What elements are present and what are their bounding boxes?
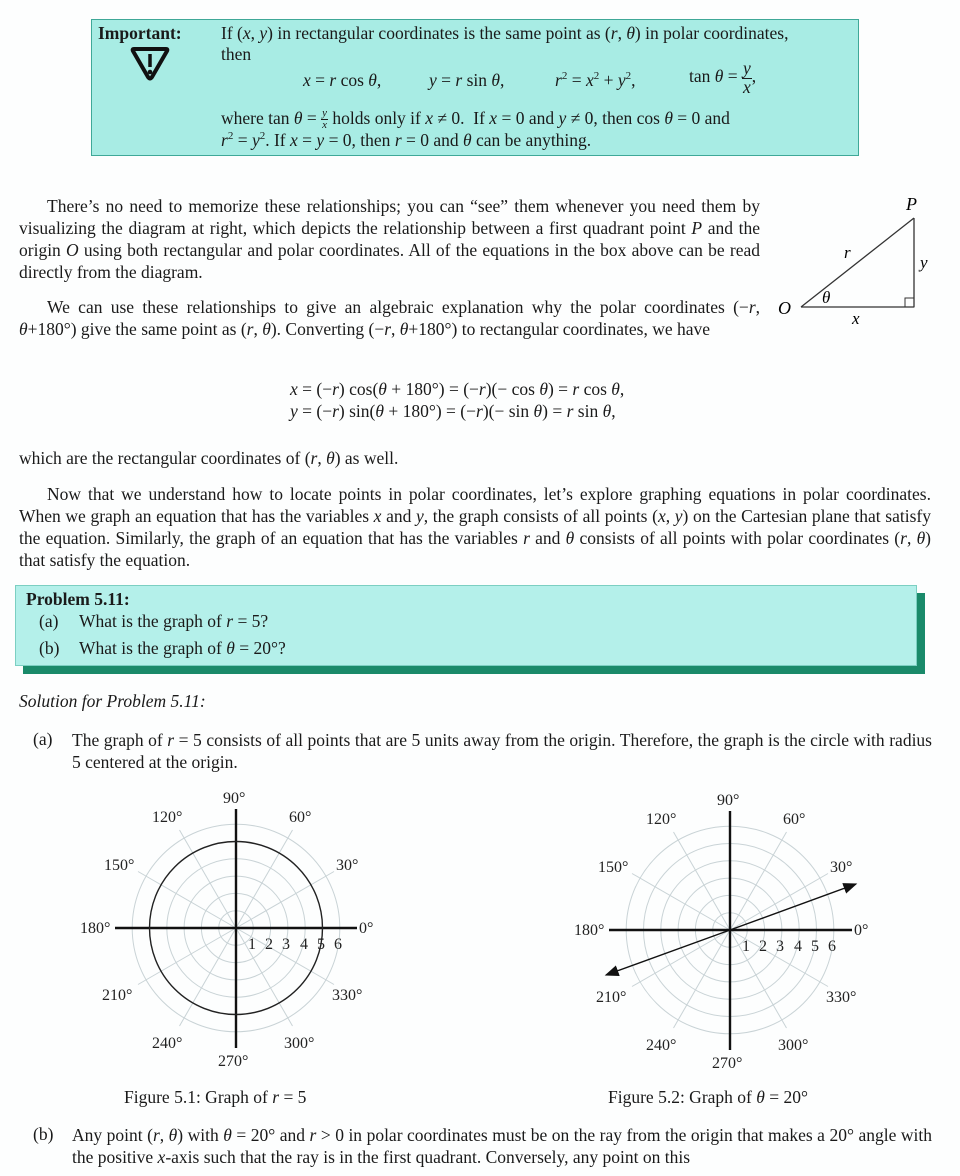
- equation-y: y = r sin θ,: [429, 70, 505, 90]
- label-y: y: [920, 253, 928, 272]
- important-where-line: where tan θ = $\frac{y}{x}$ holds only if x ≠ 0. If x = 0 and y ≠ 0, then cos θ = 0 and: [221, 107, 730, 132]
- label-O: O: [778, 298, 791, 318]
- svg-text:6: 6: [828, 938, 836, 955]
- svg-text:240°: 240°: [152, 1035, 183, 1052]
- svg-text:1: 1: [742, 938, 750, 955]
- svg-text:3: 3: [776, 938, 784, 955]
- svg-text:300°: 300°: [284, 1035, 315, 1052]
- solution-part-b-label: (b): [33, 1124, 54, 1144]
- svg-text:90°: 90°: [223, 790, 246, 807]
- important-line2: then: [221, 44, 252, 64]
- label-theta: θ: [822, 288, 831, 307]
- svg-text:4: 4: [300, 936, 308, 953]
- equation-x: x = r cos θ,: [303, 70, 382, 90]
- svg-text:4: 4: [794, 938, 802, 955]
- svg-text:30°: 30°: [830, 859, 853, 876]
- svg-text:2: 2: [265, 936, 273, 953]
- svg-text:210°: 210°: [102, 987, 133, 1004]
- important-label: Important:: [98, 23, 182, 43]
- polar-graph-theta20: [554, 780, 894, 1080]
- svg-text:5: 5: [811, 938, 819, 955]
- problem-item-a: (a) What is the graph of r = 5?: [39, 611, 269, 631]
- solution-part-a-label: (a): [33, 729, 53, 749]
- svg-text:150°: 150°: [598, 859, 629, 876]
- paragraph-graphing: Now that we understand how to locate points in polar coordinates, let’s explore graphing equations in polar coordinates. When we graph an equation that has the variables x and y, the graph consists of all points (x, y) on the Cartesian plane that satisfy the equation. Similarly, the graph of an equation that has the variables r and θ consists of all points with polar coordinates (r, θ) that satisfy the equation.: [19, 484, 931, 570]
- polar-grid: [574, 792, 868, 1072]
- svg-text:330°: 330°: [332, 987, 363, 1004]
- svg-text:300°: 300°: [778, 1037, 809, 1054]
- solution-part-a: The graph of r = 5 consists of all points that are 5 units away from the origin. Therefore, the graph is the circle with radius 5 centered at the origin.: [72, 730, 932, 772]
- svg-text:180°: 180°: [80, 920, 111, 937]
- label-x: x: [852, 309, 860, 328]
- solution-title: Solution for Problem 5.11:: [19, 691, 206, 711]
- svg-text:270°: 270°: [218, 1053, 249, 1070]
- figure-caption-5-1: Figure 5.1: Graph of r = 5: [124, 1087, 307, 1107]
- svg-text:150°: 150°: [104, 857, 135, 874]
- important-line1: If (x, y) in rectangular coordinates is the same point as (r, θ) in polar coordinates,: [221, 23, 789, 43]
- svg-text:210°: 210°: [596, 989, 627, 1006]
- svg-text:60°: 60°: [783, 811, 806, 828]
- label-P: P: [906, 194, 917, 214]
- polar-graph-r5: [60, 780, 400, 1080]
- svg-text:270°: 270°: [712, 1055, 743, 1072]
- problem-box: [15, 585, 917, 666]
- equation-tan: tan θ = $\frac{y}{x}$ ,: [689, 58, 757, 97]
- important-last-line: $r^2 = y^2$. If x = y = 0, then r = 0 and θ can be anything.: [221, 130, 592, 150]
- problem-title: Problem 5.11:: [26, 589, 130, 609]
- svg-text:330°: 330°: [826, 989, 857, 1006]
- display-equation-y: y = (−r) sin(θ + 180°) = (−r)(− sin θ) = r sin θ,: [290, 401, 616, 421]
- ray-theta200: [606, 930, 730, 975]
- svg-text:0°: 0°: [359, 920, 374, 937]
- svg-text:5: 5: [317, 936, 325, 953]
- svg-text:60°: 60°: [289, 809, 312, 826]
- svg-text:2: 2: [759, 938, 767, 955]
- svg-text:0°: 0°: [854, 922, 869, 939]
- label-r: r: [844, 243, 851, 262]
- polar-grid: [80, 790, 373, 1070]
- important-text: [221, 23, 851, 65]
- warning-triangle-icon: [130, 45, 170, 86]
- solution-part-b: Any point (r, θ) with θ = 20° and r > 0 in polar coordinates must be on the ray from the origin that makes a 20° angle with the positive x-axis such that the ray is in the first quadrant. Conversely, any point on this: [72, 1125, 932, 1167]
- important-box: [91, 19, 859, 156]
- triangle-diagram: [770, 190, 950, 330]
- svg-text:1: 1: [248, 936, 256, 953]
- equation-r2: $r^2 = x^2 + y^2$,: [555, 70, 636, 90]
- svg-text:6: 6: [334, 936, 342, 953]
- ray-theta20: [730, 884, 856, 930]
- svg-text:90°: 90°: [717, 792, 740, 809]
- svg-text:120°: 120°: [152, 809, 183, 826]
- svg-text:30°: 30°: [336, 857, 359, 874]
- svg-text:3: 3: [282, 936, 290, 953]
- svg-text:240°: 240°: [646, 1037, 677, 1054]
- display-equation-x: x = (−r) cos(θ + 180°) = (−r)(− cos θ) = r cos θ,: [290, 379, 625, 399]
- svg-text:180°: 180°: [574, 922, 605, 939]
- paragraph-algebraic: We can use these relationships to give an algebraic explanation why the polar coordinates (−r, θ+180°) give the same point as (r, θ). Converting (−r, θ+180°) to rectangular coordinates, we have: [19, 297, 760, 339]
- figure-caption-5-2: Figure 5.2: Graph of θ = 20°: [608, 1087, 808, 1107]
- paragraph-which-are: which are the rectangular coordinates of (r, θ) as well.: [19, 448, 399, 468]
- problem-item-b: (b) What is the graph of θ = 20°?: [39, 638, 286, 658]
- paragraph-relationships: There’s no need to memorize these relationships; you can “see” them whenever you need them by visualizing the diagram at right, which depicts the relationship between a first quadrant point P and the origin O using both rectangular and polar coordinates. All of the equations in the box above can be read directly from the diagram.: [19, 196, 760, 282]
- svg-text:120°: 120°: [646, 811, 677, 828]
